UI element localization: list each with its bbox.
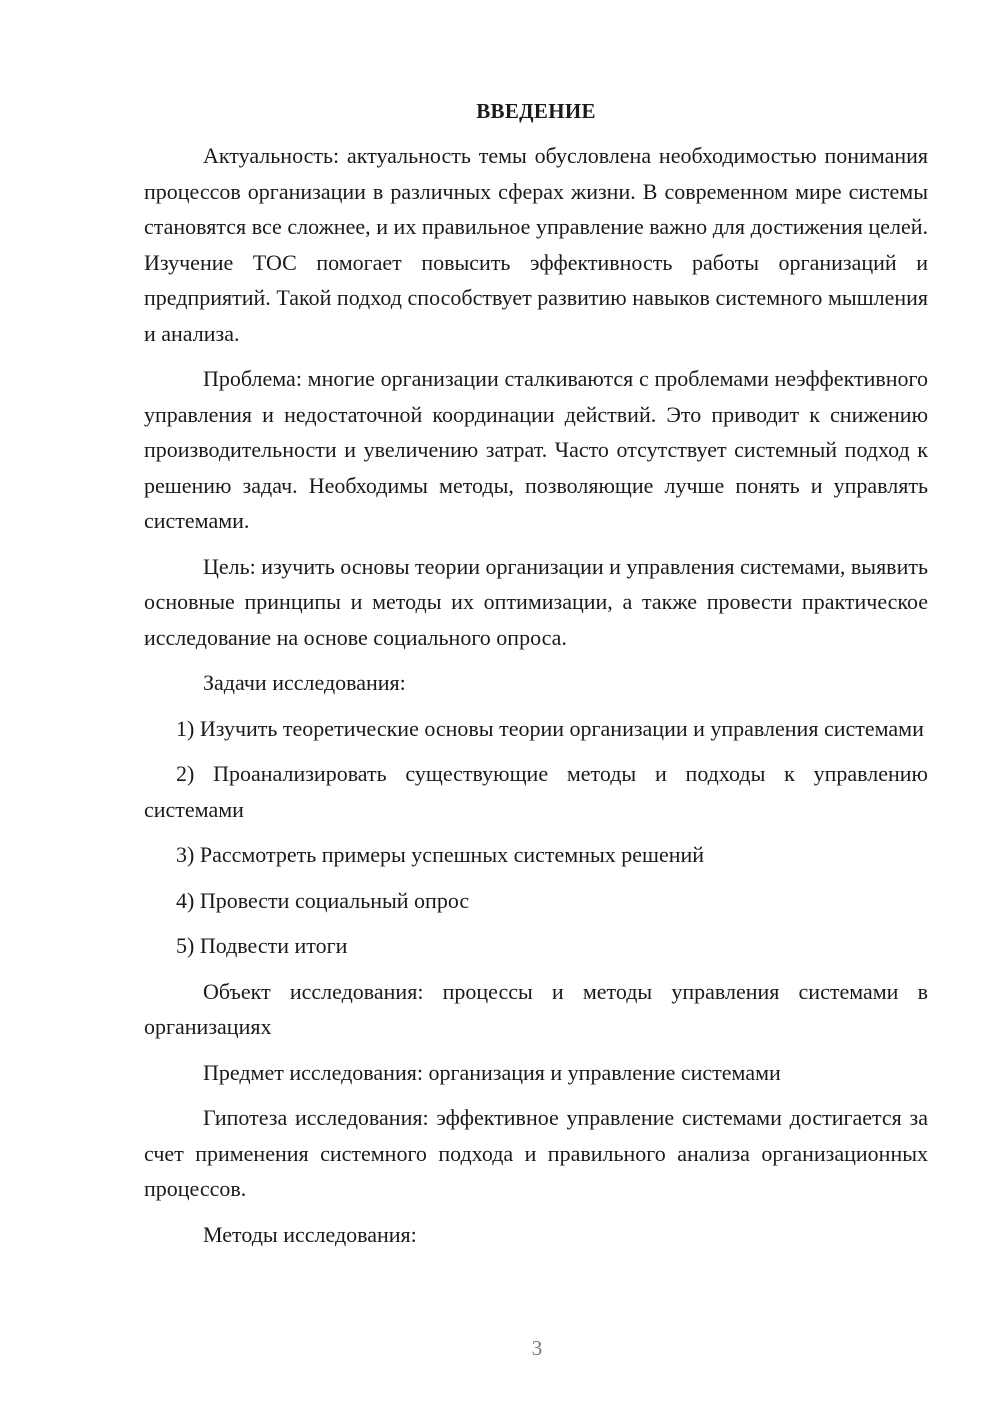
list-item-text: Подвести итоги [199, 933, 348, 958]
tasks-list [144, 711, 928, 964]
list-item-text: Провести социальный опрос [199, 887, 470, 913]
list-item [144, 837, 928, 873]
paragraph-object: Объект исследования: процессы и методы управления системами в организациях [144, 978, 928, 1039]
paragraph-relevance: Актуальность: актуальность темы обусловлена необходимостью понимания процессов организации в различных сферах жизни. В современном мире системы становятся все сложнее, и их правильное управление важно для достижения целей. Изучение ТОС помогает повысить эффективность работы организаций и предприятий. Такой подход способствует развитию навыков системного мышления и анализа. [144, 143, 928, 346]
paragraph-problem: Проблема: многие организации сталкиваются с проблемами неэффективного управления и недостаточной координации действий. Это приводит к снижению производительности и увеличению затрат. Часто отсутствует системный подход к решению задач. Необходимы методы, позволяющие лучше понять и управлять системами. [144, 366, 928, 533]
list-item-text: Проанализировать существующие методы и подходы к управлению системами [144, 761, 928, 822]
list-item-number: 5) [176, 933, 195, 958]
paragraph-hypothesis: Гипотеза исследования: эффективное управление системами достигается за счет применения системного подхода и правильного анализа организационных процессов. [144, 1105, 928, 1201]
page-number: 3 [531, 1336, 543, 1360]
list-item-text: Рассмотреть примеры успешных системных решений [199, 842, 705, 867]
list-item-number: 1) [176, 715, 195, 741]
list-item [144, 928, 928, 964]
list-item-text: Изучить теоретические основы теории организации и управления системами [199, 715, 924, 741]
list-item-number: 2) [176, 761, 195, 786]
page-title: ВВЕДЕНИЕ [476, 99, 596, 123]
list-item-number: 3) [176, 842, 195, 867]
list-item [144, 711, 928, 747]
paragraph-subject: Предмет исследования: организация и управление системами [203, 1059, 781, 1085]
paragraph-goal: Цель: изучить основы теории организации и управления системами, выявить основные принципы и методы их оптимизации, а также провести практическое исследование на основе социального опроса. [144, 553, 928, 650]
page-content [144, 94, 928, 1252]
paragraph-methods: Методы исследования: [203, 1221, 417, 1247]
list-item-number: 4) [176, 887, 195, 913]
list-item [144, 883, 928, 919]
paragraph-tasks-heading: Задачи исследования: [203, 670, 406, 695]
list-item [144, 756, 928, 827]
